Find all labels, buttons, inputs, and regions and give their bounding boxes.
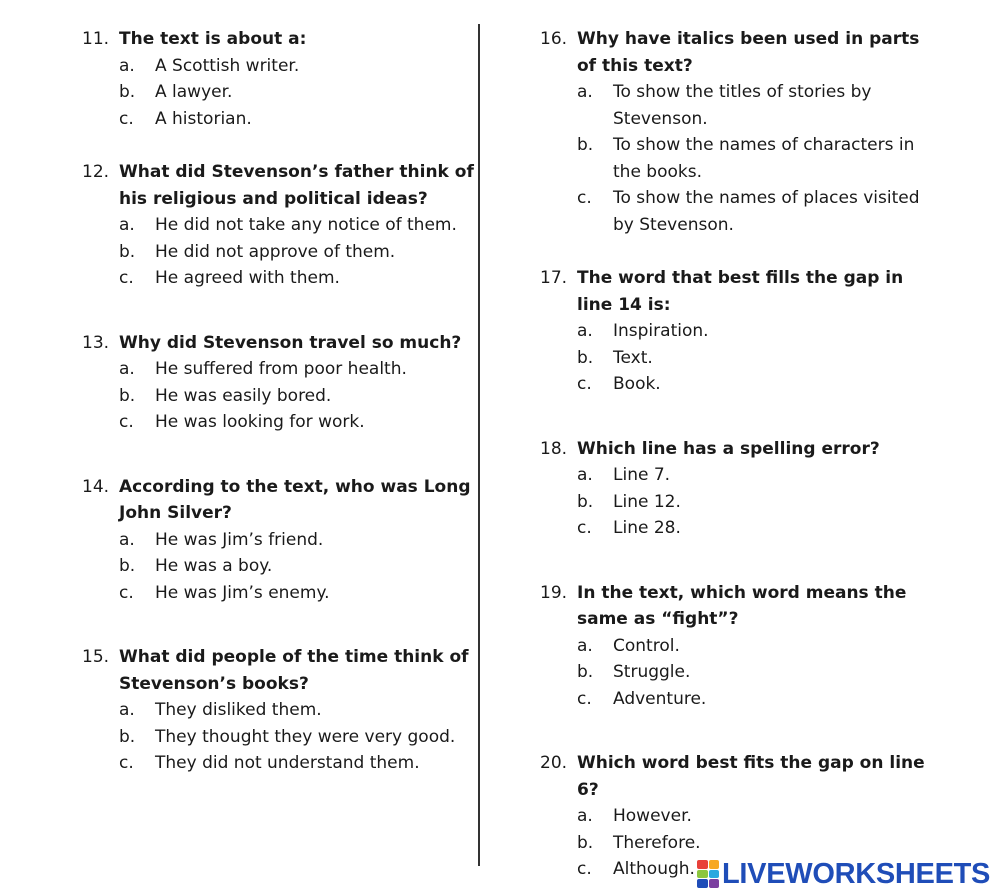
option-a[interactable] (119, 697, 477, 724)
option-b[interactable] (577, 345, 935, 372)
question-number: 19. (540, 582, 568, 603)
option-letter: a. (577, 465, 593, 485)
option-c[interactable] (577, 686, 935, 713)
option-b[interactable] (119, 239, 477, 266)
options-list (119, 697, 477, 777)
option-text: Control. (613, 635, 680, 656)
option-text: Therefore. (613, 832, 701, 853)
option-text: However. (613, 806, 692, 826)
option-letter: a. (119, 55, 135, 76)
question-text: The word that best fills the gap in line 14 is: (577, 268, 904, 315)
question-19 (540, 580, 935, 713)
option-text: He was a boy. (155, 556, 273, 576)
option-a[interactable] (577, 462, 935, 489)
option-a[interactable] (119, 356, 477, 383)
option-letter: a. (577, 635, 593, 656)
option-c[interactable] (119, 750, 477, 777)
option-letter: a. (577, 321, 593, 341)
question-text: The text is about a: (119, 29, 307, 49)
question-number: 17. (540, 268, 568, 288)
option-letter: c. (577, 188, 592, 208)
logo-block (697, 870, 708, 879)
question-text: Which word best fits the gap on line 6? (577, 753, 925, 800)
option-letter: c. (577, 688, 592, 709)
option-letter: a. (577, 806, 593, 826)
option-b[interactable] (577, 830, 935, 857)
option-letter: b. (119, 556, 136, 576)
option-letter: c. (119, 753, 134, 773)
option-b[interactable] (577, 489, 935, 516)
option-text: He was easily bored. (155, 385, 332, 406)
option-text: To show the names of places visited by Stevenson. (613, 188, 920, 235)
option-c[interactable] (119, 265, 477, 292)
option-text: To show the titles of stories by Stevenson. (613, 82, 872, 129)
option-c[interactable] (577, 515, 935, 542)
options-list (119, 527, 477, 607)
question-16 (540, 26, 935, 238)
question-number: 14. (82, 476, 110, 497)
liveworksheets-logo[interactable] (697, 858, 990, 890)
logo-block (709, 870, 720, 879)
options-list (577, 79, 935, 238)
option-text: A lawyer. (155, 82, 233, 102)
option-letter: b. (577, 491, 594, 512)
question-number: 16. (540, 29, 568, 49)
question-18 (540, 436, 935, 542)
option-a[interactable] (577, 803, 935, 830)
option-c[interactable] (119, 580, 477, 607)
option-c[interactable] (119, 106, 477, 133)
option-letter: c. (119, 268, 134, 288)
option-c[interactable] (577, 371, 935, 398)
question-12 (82, 159, 477, 292)
option-text: A historian. (155, 108, 252, 129)
question-13 (82, 330, 477, 436)
question-number: 13. (82, 332, 110, 353)
option-b[interactable] (119, 553, 477, 580)
option-a[interactable] (577, 79, 935, 132)
question-14 (82, 474, 477, 607)
option-c[interactable] (119, 409, 477, 436)
option-letter: b. (119, 385, 136, 406)
option-a[interactable] (119, 527, 477, 554)
option-text: Line 28. (613, 518, 681, 538)
options-list (119, 212, 477, 292)
question-text: What did people of the time think of Stevenson’s books? (119, 647, 469, 694)
question-text: Which line has a spelling error? (577, 438, 880, 459)
question-text: According to the text, who was Long John Silver? (119, 476, 471, 523)
option-letter: a. (119, 215, 135, 235)
option-text: Although. (613, 859, 695, 879)
option-text: They disliked them. (155, 700, 322, 720)
option-text: Line 12. (613, 491, 681, 512)
option-letter: c. (119, 582, 134, 603)
option-text: Inspiration. (613, 321, 709, 341)
option-text: To show the names of characters in the books. (613, 135, 915, 182)
option-text: He did not approve of them. (155, 241, 396, 262)
option-a[interactable] (119, 212, 477, 239)
option-b[interactable] (577, 132, 935, 185)
option-letter: b. (119, 726, 136, 747)
option-letter: b. (119, 241, 136, 262)
options-list (577, 462, 935, 542)
options-list (119, 356, 477, 436)
option-text: He was Jim’s friend. (155, 529, 324, 550)
logo-block (709, 860, 720, 869)
option-letter: b. (577, 662, 594, 682)
option-b[interactable] (119, 79, 477, 106)
question-15 (82, 644, 477, 777)
question-text: What did Stevenson’s father think of his religious and political ideas? (119, 162, 474, 209)
question-number: 11. (82, 29, 110, 49)
option-a[interactable] (119, 53, 477, 80)
question-number: 12. (82, 162, 110, 182)
question-number: 20. (540, 753, 568, 773)
option-text: He did not take any notice of them. (155, 215, 457, 235)
option-b[interactable] (577, 659, 935, 686)
question-number: 18. (540, 438, 568, 459)
question-number: 15. (82, 647, 110, 667)
question-11 (82, 26, 477, 132)
option-text: Struggle. (613, 662, 691, 682)
logo-block (697, 879, 708, 888)
option-letter: c. (119, 108, 134, 129)
option-text: They did not understand them. (155, 753, 420, 773)
option-letter: c. (577, 374, 592, 394)
option-text: They thought they were very good. (155, 726, 456, 747)
left-column (82, 26, 477, 777)
option-letter: c. (119, 412, 134, 432)
logo-text: LIVEWORKSHEETS (722, 857, 991, 890)
option-a[interactable] (577, 633, 935, 660)
option-letter: c. (577, 859, 592, 879)
option-letter: b. (577, 832, 594, 853)
logo-mark-icon (697, 860, 719, 888)
question-text: In the text, which word means the same as “fight”? (577, 582, 907, 629)
option-a[interactable] (577, 318, 935, 345)
option-b[interactable] (119, 724, 477, 751)
options-list (577, 633, 935, 713)
right-column (540, 26, 935, 883)
option-letter: a. (577, 82, 593, 102)
options-list (119, 53, 477, 133)
question-17 (540, 265, 935, 398)
options-list (577, 318, 935, 398)
option-text: He was Jim’s enemy. (155, 582, 330, 603)
option-text: Line 7. (613, 465, 671, 485)
option-text: He agreed with them. (155, 268, 340, 288)
option-b[interactable] (119, 383, 477, 410)
column-divider (478, 24, 480, 866)
logo-block (709, 879, 720, 888)
option-text: He was looking for work. (155, 412, 365, 432)
option-text: He suffered from poor health. (155, 359, 407, 379)
option-letter: b. (577, 347, 594, 368)
option-text: Book. (613, 374, 661, 394)
option-text: A Scottish writer. (155, 55, 300, 76)
option-letter: b. (119, 82, 136, 102)
option-letter: a. (119, 529, 135, 550)
logo-block (697, 860, 708, 869)
option-letter: b. (577, 135, 594, 155)
option-letter: c. (577, 518, 592, 538)
option-text: Adventure. (613, 688, 707, 709)
question-text: Why did Stevenson travel so much? (119, 332, 462, 353)
option-letter: a. (119, 359, 135, 379)
question-text: Why have italics been used in parts of this text? (577, 29, 920, 76)
option-c[interactable] (577, 185, 935, 238)
option-text: Text. (613, 347, 653, 368)
option-letter: a. (119, 700, 135, 720)
